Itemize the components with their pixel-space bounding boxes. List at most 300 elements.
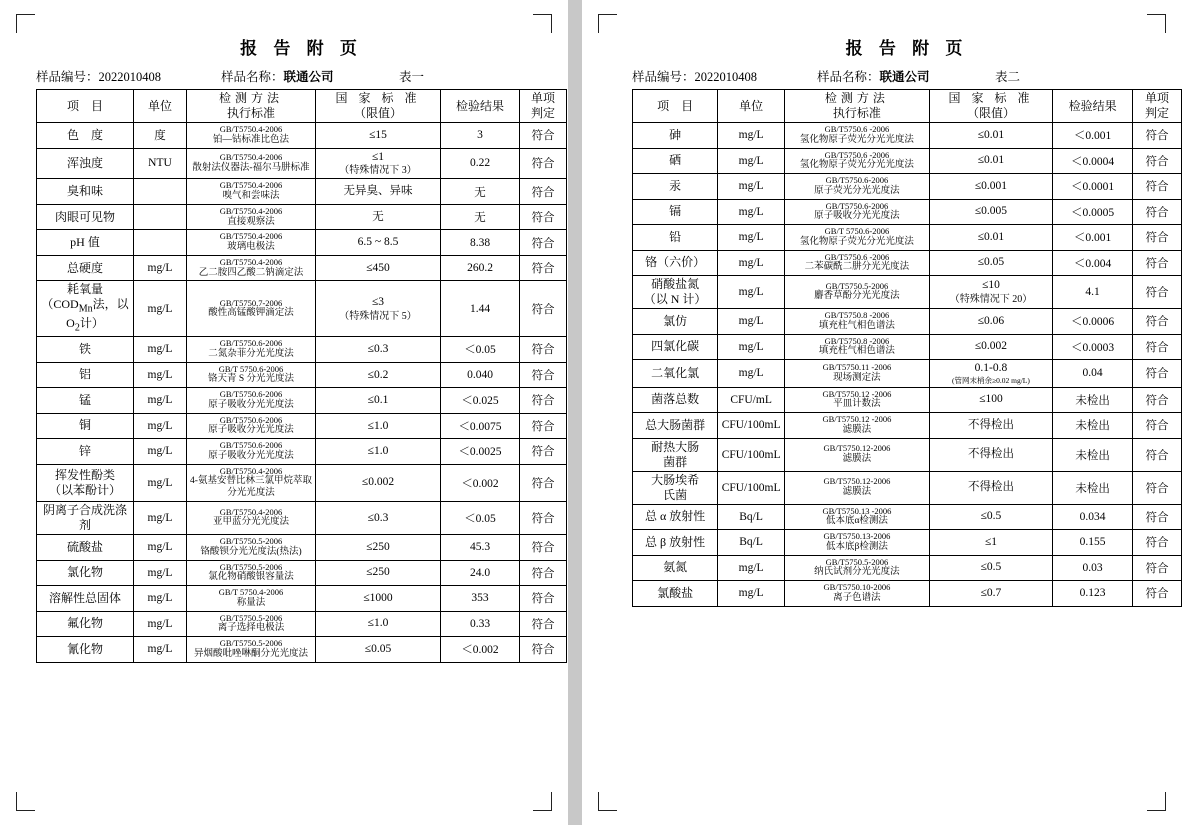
header-item: 项 目 xyxy=(37,90,134,123)
cell-item: 色 度 xyxy=(37,123,134,149)
cell-standard: ≤0.06 xyxy=(929,309,1052,335)
cell-item: 氯仿 xyxy=(633,309,718,335)
table-row xyxy=(37,586,567,612)
table-row xyxy=(37,464,567,501)
crop-mark-bottom-right xyxy=(533,792,552,811)
report-sheet-1 xyxy=(36,34,567,663)
cell-method: GB/T5750.4-2006 亚甲蓝分光光度法 xyxy=(187,502,316,535)
cell-item: 锌 xyxy=(37,439,134,465)
sample-no-label-2: 样品编号： xyxy=(632,70,695,84)
cell-judge: 符合 xyxy=(1133,471,1182,504)
cell-standard: ≤0.5 xyxy=(929,504,1052,530)
header-method-line2-2: 执行标准 xyxy=(832,106,881,120)
table-row xyxy=(633,309,1182,335)
header-standard-line2: （限值） xyxy=(353,106,402,120)
cell-item: 阴离子合成洗涤剂 xyxy=(37,502,134,535)
table-row xyxy=(37,560,567,586)
cell-unit: mg/L xyxy=(134,388,187,414)
cell-item: 臭和味 xyxy=(37,179,134,205)
table-row xyxy=(633,225,1182,251)
page-title: 报 告 附 页 xyxy=(240,39,363,58)
header-unit-2: 单位 xyxy=(718,90,785,123)
sample-name-value: 联通公司 xyxy=(283,70,334,84)
cell-unit: mg/L xyxy=(718,309,785,335)
table-body-1 xyxy=(37,123,567,663)
cell-standard: ≤0.05 xyxy=(929,250,1052,276)
cell-judge: 符合 xyxy=(520,179,567,205)
cell-standard: ≤0.01 xyxy=(929,148,1052,174)
cell-judge: 符合 xyxy=(1133,530,1182,556)
cell-method: GB/T5750.12 -2006 滤膜法 xyxy=(784,413,929,439)
cell-item: 溶解性总固体 xyxy=(37,586,134,612)
cell-result: 0.33 xyxy=(441,611,520,637)
cell-unit: mg/L xyxy=(718,581,785,607)
table-no-2: 表二 xyxy=(995,70,1021,84)
table-row xyxy=(633,123,1182,149)
cell-standard: ≤0.05 xyxy=(316,637,441,663)
cell-item: 耐热大肠 菌群 xyxy=(633,438,718,471)
cell-item: 铜 xyxy=(37,413,134,439)
sample-no-block xyxy=(36,67,221,85)
table-row xyxy=(633,148,1182,174)
table-row xyxy=(633,530,1182,556)
cell-standard: ≤1.0 xyxy=(316,413,441,439)
cell-result: 353 xyxy=(441,586,520,612)
cell-standard: ≤250 xyxy=(316,560,441,586)
sample-name-label-2: 样品名称： xyxy=(817,70,880,84)
cell-item: 耗氧量 （$COD_{Mn}$法，以 $O_2$计） xyxy=(37,281,134,337)
table-row xyxy=(37,179,567,205)
cell-method: GB/T5750.12-2006 滤膜法 xyxy=(784,438,929,471)
cell-method: GB/T5750.7-2006 酸性高锰酸钾滴定法 xyxy=(187,281,316,337)
cell-method: GB/T5750.12-2006 滤膜法 xyxy=(784,471,929,504)
crop-mark-top-left-2 xyxy=(598,14,617,33)
cell-judge: 符合 xyxy=(1133,174,1182,200)
cell-result: ＜0.0003 xyxy=(1053,334,1133,360)
cell-result: 0.155 xyxy=(1053,530,1133,556)
report-sheet-2 xyxy=(632,34,1182,607)
table-row xyxy=(37,337,567,363)
table-row xyxy=(37,255,567,281)
cell-unit: mg/L xyxy=(134,560,187,586)
table-row xyxy=(633,504,1182,530)
sample-name-block-2 xyxy=(817,67,977,85)
cell-standard: ≤0.1 xyxy=(316,388,441,414)
table-row xyxy=(633,471,1182,504)
table-body-2 xyxy=(633,123,1182,607)
table-row xyxy=(633,174,1182,200)
cell-unit: mg/L xyxy=(718,360,785,388)
cell-method: GB/T5750.5-2006 麝香草酚分光光度法 xyxy=(784,276,929,309)
cell-method: GB/T5750.8 -2006 填充柱气相色谱法 xyxy=(784,334,929,360)
cell-method: GB/T5750.6-2006 原子吸收分光光度法 xyxy=(187,439,316,465)
cell-judge: 符合 xyxy=(520,255,567,281)
header-judge-line2-2: 判定 xyxy=(1145,106,1170,120)
cell-item: 氯化物 xyxy=(37,560,134,586)
cell-result: ＜0.0025 xyxy=(441,439,520,465)
header-judge xyxy=(520,90,567,123)
cell-result: ＜0.025 xyxy=(441,388,520,414)
cell-item: 菌落总数 xyxy=(633,387,718,413)
header-judge-line1-2: 单项 xyxy=(1145,91,1170,105)
cell-judge: 符合 xyxy=(1133,225,1182,251)
cell-unit xyxy=(134,179,187,205)
cell-judge: 符合 xyxy=(1133,334,1182,360)
cell-judge: 符合 xyxy=(1133,360,1182,388)
table-row xyxy=(37,230,567,256)
cell-standard: ≤1.0 xyxy=(316,611,441,637)
cell-item: 氟化物 xyxy=(37,611,134,637)
table-row xyxy=(37,148,567,179)
cell-standard: ≤0.005 xyxy=(929,199,1052,225)
cell-item: 总 α 放射性 xyxy=(633,504,718,530)
cell-method: GB/T5750.4-2006 铂—钴标准比色法 xyxy=(187,123,316,149)
cell-result: 8.38 xyxy=(441,230,520,256)
header-unit: 单位 xyxy=(134,90,187,123)
page-title-2: 报 告 附 页 xyxy=(845,39,969,58)
cell-method: GB/T5750.10-2006 离子色谱法 xyxy=(784,581,929,607)
crop-mark-bottom-right-2 xyxy=(1147,792,1166,811)
cell-item: 总硬度 xyxy=(37,255,134,281)
cell-unit: CFU/100mL xyxy=(718,413,785,439)
cell-standard: ≤0.01 xyxy=(929,225,1052,251)
header-result-2: 检验结果 xyxy=(1053,90,1133,123)
cell-method: GB/T5750.6 -2006 二苯碳酰二肼分光光度法 xyxy=(784,250,929,276)
table-row xyxy=(37,637,567,663)
cell-result: 0.123 xyxy=(1053,581,1133,607)
cell-standard: ≤100 xyxy=(929,387,1052,413)
cell-method: GB/T5750.4-2006 玻璃电极法 xyxy=(187,230,316,256)
cell-result: 24.0 xyxy=(441,560,520,586)
cell-unit: mg/L xyxy=(134,281,187,337)
cell-standard: 6.5 ~ 8.5 xyxy=(316,230,441,256)
cell-standard: ≤0.3 xyxy=(316,502,441,535)
cell-unit: mg/L xyxy=(134,255,187,281)
cell-unit: 度 xyxy=(134,123,187,149)
cell-judge: 符合 xyxy=(520,281,567,337)
table-header-row xyxy=(37,90,567,123)
crop-mark-top-right xyxy=(533,14,552,33)
cell-method: GB/T5750.11 -2006 现场测定法 xyxy=(784,360,929,388)
cell-result: ＜0.05 xyxy=(441,337,520,363)
cell-judge: 符合 xyxy=(520,413,567,439)
header-item-2: 项 目 xyxy=(633,90,718,123)
cell-judge: 符合 xyxy=(520,388,567,414)
cell-result: ＜0.004 xyxy=(1053,250,1133,276)
table-row xyxy=(633,413,1182,439)
cell-judge: 符合 xyxy=(520,123,567,149)
cell-standard: ≤450 xyxy=(316,255,441,281)
cell-standard: 无异臭、异味 xyxy=(316,179,441,205)
cell-item: 铁 xyxy=(37,337,134,363)
cell-unit: CFU/100mL xyxy=(718,471,785,504)
cell-judge: 符合 xyxy=(520,337,567,363)
cell-unit: mg/L xyxy=(718,555,785,581)
cell-judge: 符合 xyxy=(520,502,567,535)
sample-meta-2 xyxy=(632,67,1182,85)
cell-unit: mg/L xyxy=(718,276,785,309)
cell-standard: ≤0.001 xyxy=(929,174,1052,200)
table-row xyxy=(633,199,1182,225)
cell-standard: ≤0.2 xyxy=(316,362,441,388)
cell-judge: 符合 xyxy=(520,560,567,586)
cell-item: 汞 xyxy=(633,174,718,200)
cell-item: 镉 xyxy=(633,199,718,225)
cell-unit xyxy=(134,230,187,256)
cell-method: GB/T5750.6-2006 原子吸收分光光度法 xyxy=(187,388,316,414)
cell-item: 氯酸盐 xyxy=(633,581,718,607)
cell-judge: 符合 xyxy=(1133,413,1182,439)
cell-judge: 符合 xyxy=(1133,309,1182,335)
sample-name-value-2: 联通公司 xyxy=(879,70,930,84)
table-row xyxy=(633,555,1182,581)
table-no: 表一 xyxy=(399,70,425,84)
cell-result: ＜0.0001 xyxy=(1053,174,1133,200)
result-table-2 xyxy=(632,89,1182,607)
cell-judge: 符合 xyxy=(1133,148,1182,174)
cell-result: 0.04 xyxy=(1053,360,1133,388)
table-row xyxy=(633,387,1182,413)
header-method xyxy=(187,90,316,123)
cell-unit: mg/L xyxy=(718,225,785,251)
cell-result: 260.2 xyxy=(441,255,520,281)
header-standard xyxy=(316,90,441,123)
table-row xyxy=(37,362,567,388)
cell-judge: 符合 xyxy=(520,148,567,179)
sample-no-label: 样品编号： xyxy=(36,70,99,84)
cell-result: ＜0.0004 xyxy=(1053,148,1133,174)
cell-item: 肉眼可见物 xyxy=(37,204,134,230)
cell-method: GB/T5750.4-2006 直接观察法 xyxy=(187,204,316,230)
cell-unit: mg/L xyxy=(134,464,187,501)
cell-method: GB/T5750.13 -2006 低本底α检测法 xyxy=(784,504,929,530)
table-row xyxy=(37,388,567,414)
header-judge-line1: 单项 xyxy=(530,91,555,105)
cell-method: GB/T5750.5-2006 异烟酸吡唑啉酮分光光度法 xyxy=(187,637,316,663)
cell-result: 无 xyxy=(441,179,520,205)
table-row xyxy=(633,334,1182,360)
cell-result: ＜0.0075 xyxy=(441,413,520,439)
cell-standard: ≤1 xyxy=(929,530,1052,556)
cell-unit: CFU/mL xyxy=(718,387,785,413)
cell-unit: mg/L xyxy=(134,413,187,439)
cell-item: 氰化物 xyxy=(37,637,134,663)
cell-result: 45.3 xyxy=(441,535,520,561)
cell-standard: 0.1-0.8 (管网末梢余≥0.02 mg/L) xyxy=(929,360,1052,388)
table-header-row-2 xyxy=(633,90,1182,123)
cell-result: ＜0.0006 xyxy=(1053,309,1133,335)
cell-item: 铝 xyxy=(37,362,134,388)
sample-name-block xyxy=(221,67,381,85)
cell-unit: mg/L xyxy=(718,250,785,276)
cell-item: 大肠埃希 氏菌 xyxy=(633,471,718,504)
cell-method: GB/T 5750.6-2006 铬天青 S 分光光度法 xyxy=(187,362,316,388)
cell-judge: 符合 xyxy=(1133,250,1182,276)
sample-no-value: 2022010408 xyxy=(98,70,162,84)
cell-unit: mg/L xyxy=(134,637,187,663)
cell-result: 未检出 xyxy=(1053,471,1133,504)
table-row xyxy=(37,535,567,561)
cell-judge: 符合 xyxy=(520,464,567,501)
sample-no-value-2: 2022010408 xyxy=(694,70,758,84)
cell-judge: 符合 xyxy=(520,204,567,230)
crop-mark-bottom-left xyxy=(16,792,35,811)
cell-unit: mg/L xyxy=(134,586,187,612)
table-row xyxy=(37,439,567,465)
table-row xyxy=(37,413,567,439)
table-row xyxy=(37,281,567,337)
header-judge-2 xyxy=(1133,90,1182,123)
cell-standard: 不得检出 xyxy=(929,471,1052,504)
header-method-line1-2: 检测方法 xyxy=(824,91,889,105)
cell-judge: 符合 xyxy=(1133,199,1182,225)
page-right xyxy=(582,0,1182,825)
table-row xyxy=(633,276,1182,309)
table-row xyxy=(37,123,567,149)
cell-judge: 符合 xyxy=(520,439,567,465)
header-judge-line2: 判定 xyxy=(530,106,555,120)
cell-standard: 不得检出 xyxy=(929,438,1052,471)
cell-item: 四氯化碳 xyxy=(633,334,718,360)
cell-method: GB/T5750.6-2006 二氮杂菲分光光度法 xyxy=(187,337,316,363)
cell-method: GB/T5750.4-2006 4-氨基安替比林三氯甲烷萃取分光光度法 xyxy=(187,464,316,501)
cell-standard: ≤3 （特殊情况下 5） xyxy=(316,281,441,337)
cell-standard: ≤10 （特殊情况下 20） xyxy=(929,276,1052,309)
cell-standard: ≤15 xyxy=(316,123,441,149)
cell-method: GB/T5750.8 -2006 填充柱气相色谱法 xyxy=(784,309,929,335)
cell-standard: ≤250 xyxy=(316,535,441,561)
table-row xyxy=(37,502,567,535)
sample-meta xyxy=(36,67,567,85)
cell-unit: mg/L xyxy=(718,199,785,225)
cell-item: 总 β 放射性 xyxy=(633,530,718,556)
cell-unit: mg/L xyxy=(718,334,785,360)
cell-result: 未检出 xyxy=(1053,438,1133,471)
cell-item: 二氧化氯 xyxy=(633,360,718,388)
cell-judge: 符合 xyxy=(520,362,567,388)
cell-unit: NTU xyxy=(134,148,187,179)
cell-item: 铅 xyxy=(633,225,718,251)
cell-unit: mg/L xyxy=(134,337,187,363)
cell-method: GB/T5750.5-2006 铬酸钡分光光度法(热法) xyxy=(187,535,316,561)
crop-mark-top-right-2 xyxy=(1147,14,1166,33)
cell-standard: ≤0.002 xyxy=(316,464,441,501)
cell-unit: mg/L xyxy=(718,148,785,174)
cell-method: GB/T5750.4-2006 嗅气和尝味法 xyxy=(187,179,316,205)
cell-result: 0.040 xyxy=(441,362,520,388)
cell-result: 4.1 xyxy=(1053,276,1133,309)
cell-judge: 符合 xyxy=(1133,438,1182,471)
cell-result: ＜0.0005 xyxy=(1053,199,1133,225)
cell-item: 氨氮 xyxy=(633,555,718,581)
cell-judge: 符合 xyxy=(520,535,567,561)
cell-standard: ≤1000 xyxy=(316,586,441,612)
table-row xyxy=(633,360,1182,388)
header-method-line1: 检测方法 xyxy=(218,91,283,105)
cell-judge: 符合 xyxy=(1133,276,1182,309)
table-row xyxy=(633,438,1182,471)
page-left xyxy=(0,0,568,825)
cell-method: GB/T5750.6-2006 原子吸收分光光度法 xyxy=(187,413,316,439)
cell-judge: 符合 xyxy=(520,586,567,612)
cell-unit: mg/L xyxy=(134,362,187,388)
cell-result: ＜0.002 xyxy=(441,637,520,663)
cell-method: GB/T5750.12 -2006 平皿计数法 xyxy=(784,387,929,413)
cell-judge: 符合 xyxy=(520,611,567,637)
cell-method: GB/T 5750.6-2006 氢化物原子荧光分光光度法 xyxy=(784,225,929,251)
cell-method: GB/T5750.6 -2006 氢化物原子荧光分光光度法 xyxy=(784,148,929,174)
cell-item: 锰 xyxy=(37,388,134,414)
table-row xyxy=(633,581,1182,607)
cell-item: 硝酸盐氮 （以 N 计） xyxy=(633,276,718,309)
cell-result: 1.44 xyxy=(441,281,520,337)
table-row xyxy=(633,250,1182,276)
cell-unit: mg/L xyxy=(718,123,785,149)
cell-judge: 符合 xyxy=(520,637,567,663)
result-table-1 xyxy=(36,89,567,663)
cell-result: ＜0.001 xyxy=(1053,123,1133,149)
table-row xyxy=(37,611,567,637)
header-standard-line1-2: 国 家 标 准 xyxy=(948,91,1034,105)
cell-standard: ≤0.002 xyxy=(929,334,1052,360)
header-method-line2: 执行标准 xyxy=(226,106,275,120)
cell-item: 硫酸盐 xyxy=(37,535,134,561)
crop-mark-bottom-left-2 xyxy=(598,792,617,811)
cell-item: 铬（六价） xyxy=(633,250,718,276)
sample-no-block-2 xyxy=(632,67,817,85)
cell-method: GB/T5750.13-2006 低本底β检测法 xyxy=(784,530,929,556)
cell-method: GB/T5750.4-2006 散射法仪器法-福尔马肼标准 xyxy=(187,148,316,179)
cell-method: GB/T5750.4-2006 乙二胺四乙酸二钠滴定法 xyxy=(187,255,316,281)
cell-unit: mg/L xyxy=(134,439,187,465)
cell-standard: 无 xyxy=(316,204,441,230)
cell-judge: 符合 xyxy=(1133,555,1182,581)
cell-unit: mg/L xyxy=(134,611,187,637)
cell-method: GB/T5750.5-2006 纳氏试剂分光光度法 xyxy=(784,555,929,581)
cell-unit: mg/L xyxy=(718,174,785,200)
header-standard-line2-2: （限值） xyxy=(966,106,1015,120)
cell-method: GB/T5750.5-2006 氯化物硝酸银容量法 xyxy=(187,560,316,586)
cell-item: 浑浊度 xyxy=(37,148,134,179)
cell-standard: ≤0.7 xyxy=(929,581,1052,607)
cell-standard: ≤0.3 xyxy=(316,337,441,363)
cell-standard: ≤1 （特殊情况下 3） xyxy=(316,148,441,179)
header-standard-line1: 国 家 标 准 xyxy=(335,91,421,105)
cell-method: GB/T5750.6-2006 原子吸收分光光度法 xyxy=(784,199,929,225)
cell-judge: 符合 xyxy=(1133,387,1182,413)
cell-judge: 符合 xyxy=(1133,581,1182,607)
cell-unit: mg/L xyxy=(134,502,187,535)
cell-result: ＜0.05 xyxy=(441,502,520,535)
cell-method: GB/T 5750.4-2006 称量法 xyxy=(187,586,316,612)
cell-result: 无 xyxy=(441,204,520,230)
cell-item: 挥发性酚类 （以苯酚计） xyxy=(37,464,134,501)
cell-standard: 不得检出 xyxy=(929,413,1052,439)
crop-mark-top-left xyxy=(16,14,35,33)
cell-unit: Bq/L xyxy=(718,530,785,556)
cell-method: GB/T5750.6 -2006 氢化物原子荧光分光光度法 xyxy=(784,123,929,149)
cell-unit xyxy=(134,204,187,230)
table-row xyxy=(37,204,567,230)
header-standard-2 xyxy=(929,90,1052,123)
cell-result: 0.034 xyxy=(1053,504,1133,530)
cell-method: GB/T5750.6-2006 原子荧光分光光度法 xyxy=(784,174,929,200)
cell-result: ＜0.001 xyxy=(1053,225,1133,251)
cell-item: 总大肠菌群 xyxy=(633,413,718,439)
header-result: 检验结果 xyxy=(441,90,520,123)
cell-unit: CFU/100mL xyxy=(718,438,785,471)
cell-method: GB/T5750.5-2006 离子选择电极法 xyxy=(187,611,316,637)
